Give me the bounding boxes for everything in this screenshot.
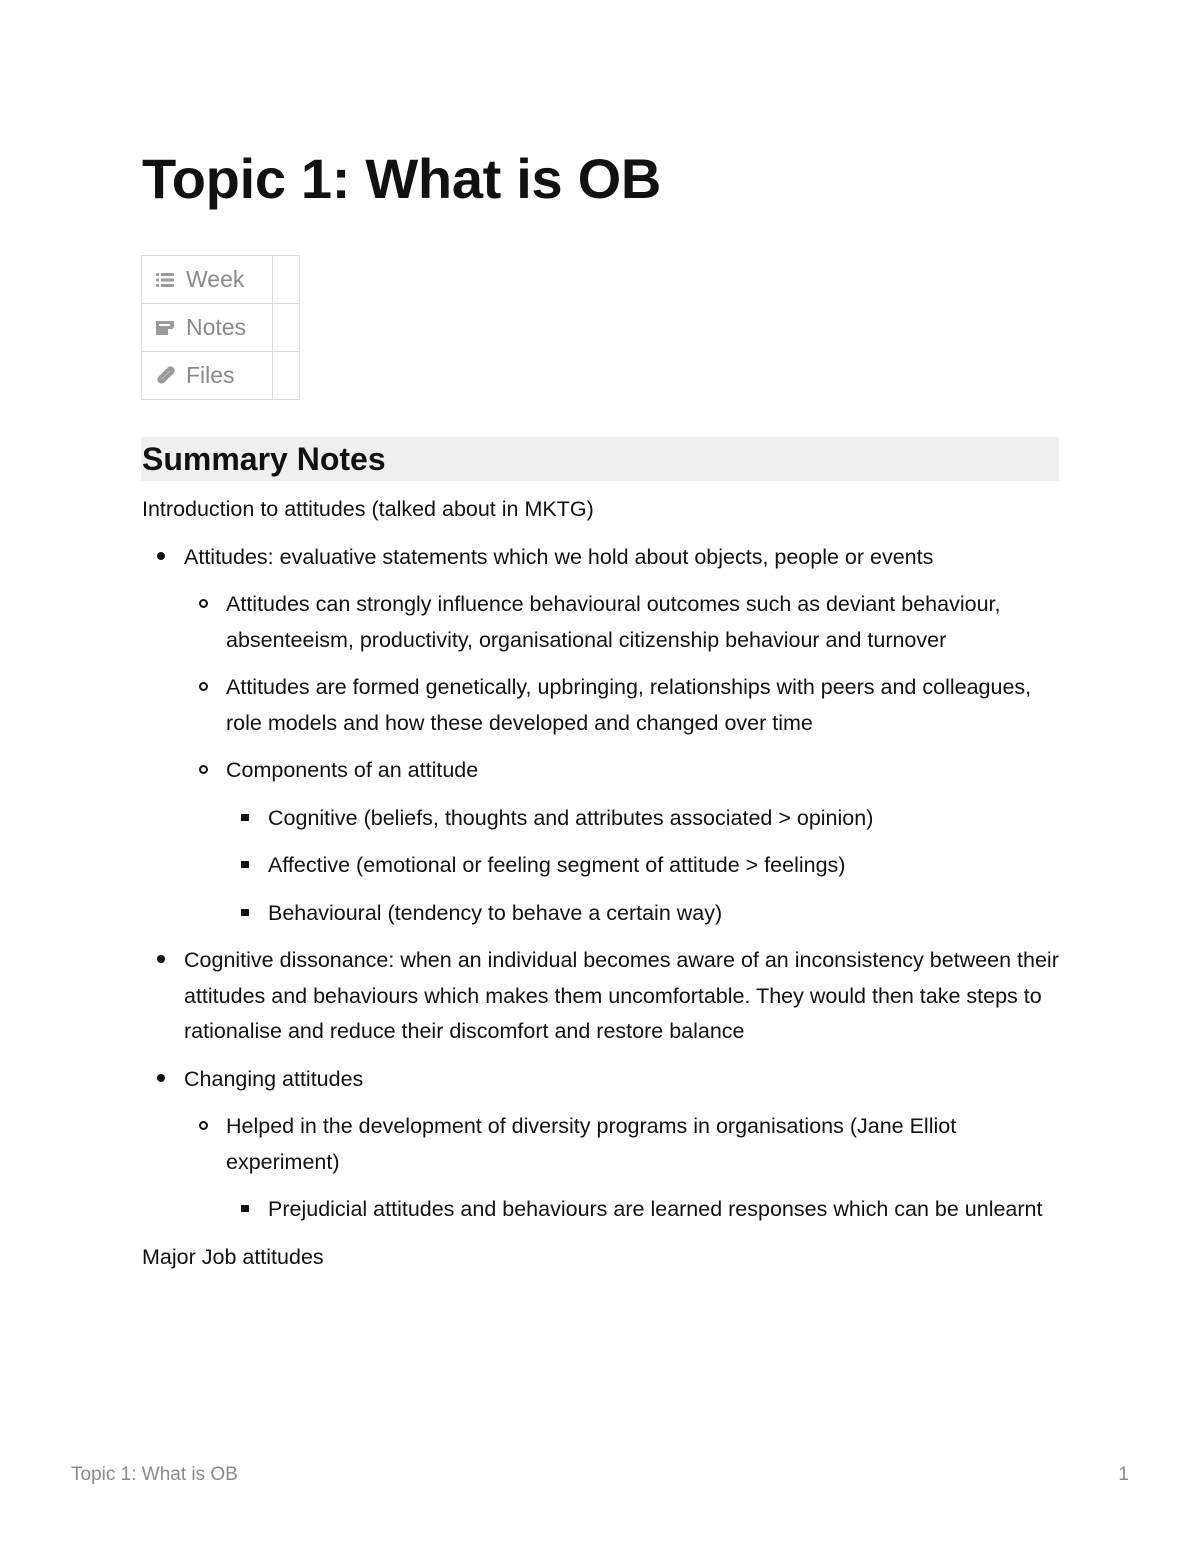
list-item: Helped in the development of diversity programs in organisations (Jane Elliot experiment) Prejudicial attitudes and behaviours are learned responses which can be unlearnt — [184, 1107, 1060, 1238]
list-item: Cognitive (beliefs, thoughts and attributes associated > opinion) — [226, 799, 1060, 847]
list-item: Attitudes are formed genetically, upbringing, relationships with peers and colleagues, role models and how these developed and changed over time — [184, 668, 1060, 751]
property-value-week[interactable] — [273, 256, 300, 304]
intro-paragraph: Introduction to attitudes (talked about in MKTG) — [142, 497, 594, 521]
bullet-list — [226, 1190, 1060, 1238]
section-heading: Summary Notes — [141, 437, 1059, 481]
closing-paragraph: Major Job attitudes — [142, 1244, 324, 1269]
page-title: Topic 1: What is OB — [142, 147, 662, 210]
property-label-cell — [142, 304, 273, 352]
property-label-cell — [142, 352, 273, 400]
bullet-disc-icon — [157, 552, 165, 560]
notes-content — [142, 490, 1060, 1285]
paperclip-icon — [154, 365, 176, 387]
property-label: Week — [186, 266, 245, 292]
bullet-disc-icon — [157, 955, 165, 963]
list-icon — [154, 269, 176, 291]
bullet-circle-icon — [199, 599, 208, 608]
bullet-square-icon — [241, 861, 249, 868]
list-item: Affective (emotional or feeling segment of attitude > feelings) — [226, 846, 1060, 894]
bullet-square-icon — [241, 1205, 249, 1212]
property-value-files[interactable] — [273, 352, 300, 400]
property-row-notes — [142, 304, 300, 352]
bullet-square-icon — [241, 814, 249, 821]
bullet-list — [142, 538, 1060, 1238]
property-row-week — [142, 256, 300, 304]
bullet-disc-icon — [157, 1074, 165, 1082]
list-item: Attitudes: evaluative statements which we hold about objects, people or events Attitudes can strongly influence behavioural outcomes such as deviant behaviour, absenteeism, productivity, organisational citizenship behaviour and turnover Attitudes are formed genetically, upbringing, relationships with peers and colleagues, role models and how these developed and changed over time Components of an attitude Cognitive (beliefs, thoughts and attributes associated > opinion) Affective (emotional or feeling segment of attitude > feelings) Behavioural (tendency to behave a certain way) — [142, 538, 1060, 942]
note-icon — [154, 317, 176, 339]
list-item: Components of an attitude Cognitive (beliefs, thoughts and attributes associated > opinion) Affective (emotional or feeling segment of attitude > feelings) Behavioural (tendency to behave a certain way) — [184, 751, 1060, 941]
list-item: Cognitive dissonance: when an individual becomes aware of an inconsistency between their attitudes and behaviours which makes them uncomfortable. They would then take steps to rationalise and reduce their discomfort and restore balance — [142, 941, 1060, 1060]
list-item: Changing attitudes Helped in the development of diversity programs in organisations (Jane Elliot experiment) Prejudicial attitudes and behaviours are learned responses which can be unlearnt — [142, 1060, 1060, 1238]
list-item: Attitudes can strongly influence behavioural outcomes such as deviant behaviour, absenteeism, productivity, organisational citizenship behaviour and turnover — [184, 585, 1060, 668]
property-value-notes[interactable] — [273, 304, 300, 352]
bullet-list — [184, 1107, 1060, 1238]
bullet-list — [184, 585, 1060, 941]
properties-table — [141, 255, 300, 400]
bullet-circle-icon — [199, 1121, 208, 1130]
property-label: Files — [186, 362, 235, 388]
footer-title: Topic 1: What is OB — [71, 1464, 238, 1485]
property-label-cell — [142, 256, 273, 304]
bullet-circle-icon — [199, 765, 208, 774]
bullet-circle-icon — [199, 682, 208, 691]
list-item: Prejudicial attitudes and behaviours are learned responses which can be unlearnt — [226, 1190, 1060, 1238]
list-item: Behavioural (tendency to behave a certain way) — [226, 894, 1060, 942]
bullet-list — [226, 799, 1060, 942]
property-row-files — [142, 352, 300, 400]
bullet-square-icon — [241, 909, 249, 916]
footer-page-number: 1 — [1118, 1464, 1129, 1485]
property-label: Notes — [186, 314, 247, 340]
